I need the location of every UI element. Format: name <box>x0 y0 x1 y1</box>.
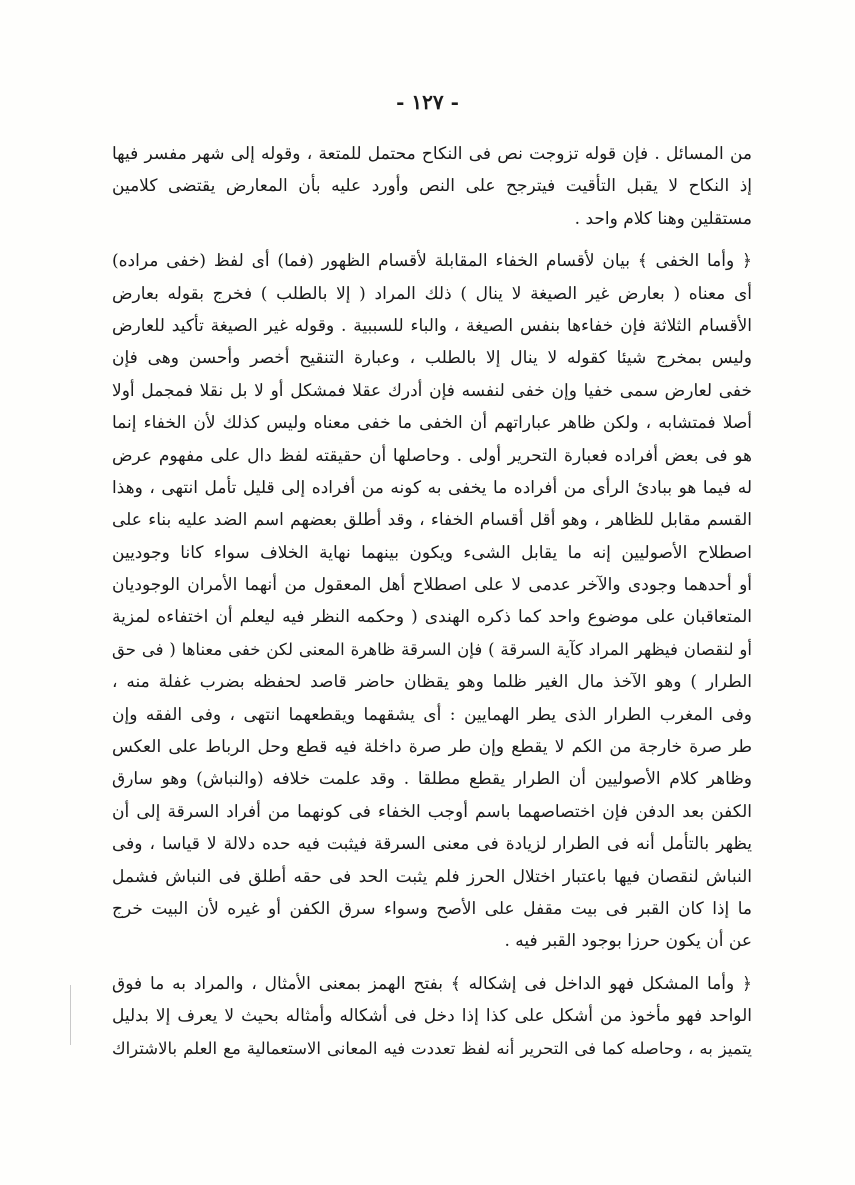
text-line: وليس بمخرج شيئا كقوله لا ينال إلا بالطلب ، وعبارة التنقيح أخصر وأحسن وهى فإن <box>112 348 752 369</box>
text-body <box>112 138 752 1075</box>
text-line: أى معناه ( بعارض غير الصيغة لا ينال ) ذلك المراد ( إلا بالطلب ) فخرج بقوله بعارض <box>112 283 752 304</box>
text-line: وفى المغرب الطرار الذى يطر الهمايين : أى يشقهما ويقطعهما انتهى ، وفى الفقه وإن <box>112 704 752 725</box>
text-line: أو لنقصان فيظهر المراد كآية السرقة ) فإن السرقة ظاهرة المعنى لكن خفى معناها ( فى حق <box>112 639 752 659</box>
paragraph-3 <box>112 968 752 1065</box>
text-line: إذ النكاح لا يقبل التأقيت فيترجح على النص وأورد عليه بأن المعارض يقتضى كلامين <box>112 176 752 197</box>
text-line: طر صرة خارجة من الكم لا يقطع وإن طر صرة داخلة فيه قطع وحل الرباط على العكس <box>112 737 752 758</box>
text-line: له فيما هو ببادئ الرأى من أفراده ما يخفى به كونه من أفراده إلى قليل تأمل انتهى ، وهذا <box>112 477 752 498</box>
text-line: القسم مقابل للظاهر ، وهو أقل أقسام الخفاء ، وقد أطلق بعضهم اسم الضد عليه بناء على <box>112 510 752 531</box>
scan-margin-mark <box>70 985 71 1045</box>
text-line: الكفن بعد الدفن فإن اختصاصهما باسم أوجب الخفاء فى كونهما من أفراد السرقة إلى أن <box>112 801 752 822</box>
page-number: - ١٢٧ - <box>396 90 459 114</box>
text-line: أو أحدهما وجودى والآخر عدمى لا على اصطلاح أهل المعقول من أنهما الأمران الوجوديان <box>112 575 752 596</box>
text-line: الأقسام الثلاثة فإن خفاءها بنفس الصيغة ، والباء للسببية . وقوله غير الصيغة تأكيد للعارض <box>112 315 752 336</box>
text-line: هو فى بعض أفراده فعبارة التحرير أولى . وحاصلها أن حقيقته لفظ دال على مفهوم عرض <box>112 445 752 466</box>
text-line: ﴿ وأما المشكل فهو الداخل فى إشكاله ﴾ بفتح الهمز بمعنى الأمثال ، والمراد به ما فوق <box>112 973 752 994</box>
text-line: ما إذا كان القبر فى بيت مقفل على الأصح وسواء سرق الكفن أو غيره لأن البيت خرج <box>112 898 752 919</box>
text-line: المتعاقبان على موضوع واحد كما ذكره الهندى ( وحكمه النظر فيه ليعلم أن اختفاءه لمزية <box>112 607 752 628</box>
text-line: عن أن يكون حرزا بوجود القبر فيه . <box>504 931 752 952</box>
text-line: وظاهر كلام الأصوليين أن الطرار يقطع مطلقا . وقد علمت خلافه (والنباش) وهو سارق <box>112 769 752 790</box>
text-line: يتميز به ، وحاصله كما فى التحرير أنه لفظ تعددت فيه المعانى الاستعمالية مع العلم بالاشتراك <box>112 1038 752 1058</box>
text-line: الطرار ) وهو الآخذ مال الغير ظلما وهو يقظان حاضر قاصد لحفظه بضرب غفلة منه ، <box>112 672 752 693</box>
text-line: مستقلين وهنا كلام واحد . <box>574 208 752 229</box>
text-line: من المسائل . فإن قوله تزوجت نص فى النكاح محتمل للمتعة ، وقوله إلى شهر مفسر فيها <box>112 144 752 164</box>
text-line: أصلا فمتشابه ، ولكن ظاهر عباراتهم أن الخفى ما خفى معناه وليس كذلك لأن الخفاء إنما <box>112 413 752 434</box>
text-line: يظهر بالتأمل أنه فى الطرار لزيادة فى معنى السرقة فيثبت فيه حده دلالة لا قياسا ، وفى <box>112 834 752 855</box>
paragraph-1 <box>112 138 752 235</box>
text-line: الواحد فهو مأخوذ من أشكل على كذا إذا دخل فى أشكاله وأمثاله بحيث لا يعرف إلا بدليل <box>112 1006 752 1027</box>
text-line: النباش لنقصان فيها باعتبار اختلال الحرز فلم يثبت الحد فى حقه أطلق فى النباش فشمل <box>112 866 752 887</box>
text-line: اصطلاح الأصوليين إنه ما يقابل الشىء ويكون بينهما نهاية الخلاف سواء كانا وجوديين <box>112 542 752 563</box>
paragraph-2 <box>112 245 752 958</box>
text-line: ﴿ وأما الخفى ﴾ بيان لأقسام الخفاء المقابلة لأقسام الظهور (فما) أى لفظ (خفى مراده) <box>112 251 752 272</box>
text-line: خفى لعارض سمى خفيا وإن خفى لنفسه فإن أدرك عقلا فمشكل أو لا بل نقلا فمجمل أولا <box>112 380 752 401</box>
